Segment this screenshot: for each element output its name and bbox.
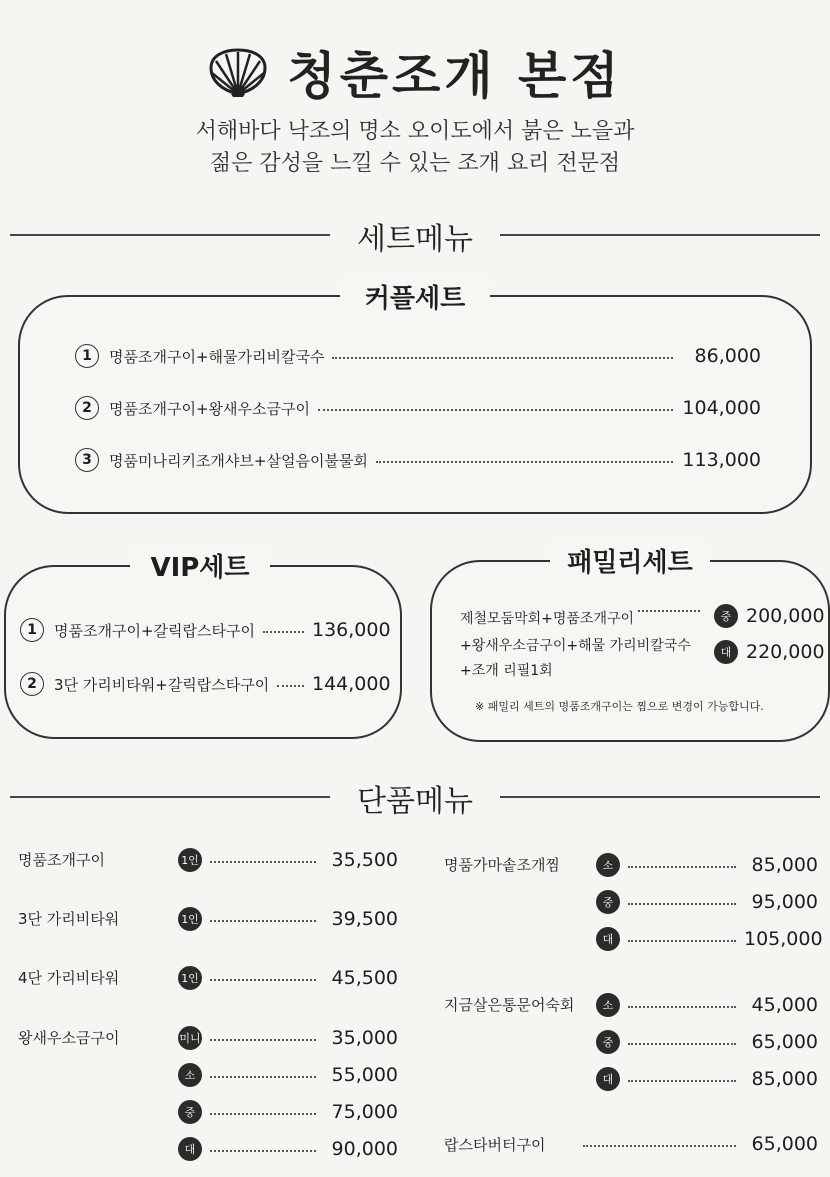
item-price: 95,000: [751, 891, 818, 913]
set-menu-item: [75, 448, 761, 472]
single-menu-heading-label: 단품메뉴: [357, 784, 473, 819]
item-name: 명품미나리키조개샤브+살얼음이불물회: [109, 451, 368, 470]
family-set-title: 패밀리세트: [550, 542, 710, 579]
set-menu-item: [20, 618, 391, 642]
couple-set-title: 커플세트: [340, 278, 490, 315]
item-price: 104,000: [682, 397, 761, 419]
leader-dots: [628, 1006, 736, 1008]
family-price-medium: 200,000: [746, 605, 825, 627]
set-menu-item: [75, 344, 761, 368]
item-price: 65,000: [751, 1031, 818, 1053]
size-badge: 중: [714, 604, 738, 628]
item-price: 35,000: [331, 1027, 398, 1049]
price-option: [178, 1026, 398, 1050]
item-price: 144,000: [312, 673, 391, 695]
leader-dots: [628, 1080, 736, 1082]
price-option: [596, 890, 818, 914]
item-price: 45,000: [751, 994, 818, 1016]
set-menu-item: [75, 396, 761, 420]
family-size-medium: [714, 604, 825, 628]
menu-item-name: 왕새우소금구이: [18, 1029, 120, 1047]
size-badge: 소: [178, 1063, 202, 1087]
set-menu-heading-label: 세트메뉴: [357, 222, 473, 257]
item-number: 3: [75, 448, 99, 472]
price-option: [575, 1133, 818, 1155]
item-price: 35,500: [331, 849, 398, 871]
item-price: 85,000: [751, 854, 818, 876]
clam-shell-icon: [207, 46, 269, 98]
menu-item-name: 3단 가리비타워: [18, 910, 120, 928]
leader-dots: [583, 1145, 736, 1147]
leader-dots: [376, 461, 673, 463]
item-number: 2: [20, 672, 44, 696]
item-name: 명품조개구이+갈릭랍스타구이: [54, 621, 255, 640]
leader-dots: [210, 979, 316, 981]
family-price-large: 220,000: [746, 641, 825, 663]
subtitle-line-2: 젊은 감성을 느낄 수 있는 조개 요리 전문점: [209, 151, 621, 176]
item-price: 105,000: [744, 928, 823, 950]
item-number: 1: [75, 344, 99, 368]
leader-dots: [628, 940, 736, 942]
item-price: 55,000: [331, 1064, 398, 1086]
family-desc-line-1: 제철모둠막회+명품조개구이: [460, 608, 704, 628]
menu-item-name: 4단 가리비타워: [18, 969, 120, 987]
single-menu-heading: [0, 776, 830, 819]
item-name: 명품조개구이+해물가리비칼국수: [109, 347, 325, 366]
family-desc-line-2: +왕새우소금구이+해물 가리비칼국수: [460, 638, 691, 654]
price-option: [596, 853, 818, 877]
set-menu-item: [20, 672, 391, 696]
leader-dots: [210, 861, 316, 863]
size-badge: 중: [596, 890, 620, 914]
leader-dots: [263, 631, 304, 633]
leader-dots: [210, 920, 316, 922]
item-price: 39,500: [331, 908, 398, 930]
leader-dots: [628, 1043, 736, 1045]
item-price: 90,000: [331, 1138, 398, 1160]
vip-set-box: [4, 565, 402, 739]
menu-item-name: 랍스타버터구이: [444, 1136, 546, 1154]
leader-dots: [210, 1150, 316, 1152]
leader-dots: [210, 1039, 316, 1041]
size-badge: 중: [596, 1030, 620, 1054]
size-badge: 대: [714, 640, 738, 664]
price-option: [178, 848, 398, 872]
price-option: [596, 1030, 818, 1054]
item-price: 113,000: [682, 449, 761, 471]
leader-dots: [210, 1076, 316, 1078]
price-option: [178, 1063, 398, 1087]
leader-dots: [277, 685, 304, 687]
size-badge: 1인: [178, 966, 202, 990]
item-number: 2: [75, 396, 99, 420]
leader-dots: [628, 903, 736, 905]
family-size-large: [714, 640, 825, 664]
size-badge: 1인: [178, 848, 202, 872]
size-badge: 대: [178, 1137, 202, 1161]
family-desc-line-3: +조개 리필1회: [460, 663, 553, 679]
item-price: 136,000: [312, 619, 391, 641]
size-badge: 소: [596, 993, 620, 1017]
page-title: 청춘조개 본점: [287, 47, 623, 105]
menu-item-name: 명품조개구이: [18, 851, 105, 869]
item-number: 1: [20, 618, 44, 642]
leader-dots: [210, 1113, 316, 1115]
leader-dots: [628, 866, 736, 868]
size-badge: 1인: [178, 907, 202, 931]
header: [0, 36, 830, 108]
set-menu-heading: [0, 214, 830, 257]
price-option: [178, 907, 398, 931]
item-price: 75,000: [331, 1101, 398, 1123]
size-badge: 미니: [178, 1026, 202, 1050]
size-badge: 대: [596, 927, 620, 951]
item-price: 65,000: [751, 1133, 818, 1155]
item-price: 85,000: [751, 1068, 818, 1090]
item-name: 명품조개구이+왕새우소금구이: [109, 399, 310, 418]
leader-dots: [318, 409, 673, 411]
leader-dots: [332, 357, 673, 359]
item-name: 3단 가리비타워+갈릭랍스타구이: [54, 675, 270, 694]
price-option: [178, 1137, 398, 1161]
subtitle-line-1: 서해바다 낙조의 명소 오이도에서 붉은 노을과: [195, 119, 635, 144]
menu-item-name: 명품가마솥조개찜: [444, 856, 560, 874]
vip-set-title: VIP세트: [130, 547, 270, 584]
item-price: 86,000: [694, 345, 761, 367]
price-option: [178, 966, 398, 990]
menu-item-name: 지금살은통문어숙회: [444, 996, 575, 1014]
price-option: [178, 1100, 398, 1124]
price-option: [596, 1067, 818, 1091]
price-option: [596, 993, 818, 1017]
size-badge: 대: [596, 1067, 620, 1091]
price-option: [596, 927, 823, 951]
family-note: ※ 패밀리 세트의 명품조개구이는 찜으로 변경이 가능합니다.: [475, 700, 764, 713]
size-badge: 소: [596, 853, 620, 877]
item-price: 45,500: [331, 967, 398, 989]
size-badge: 중: [178, 1100, 202, 1124]
